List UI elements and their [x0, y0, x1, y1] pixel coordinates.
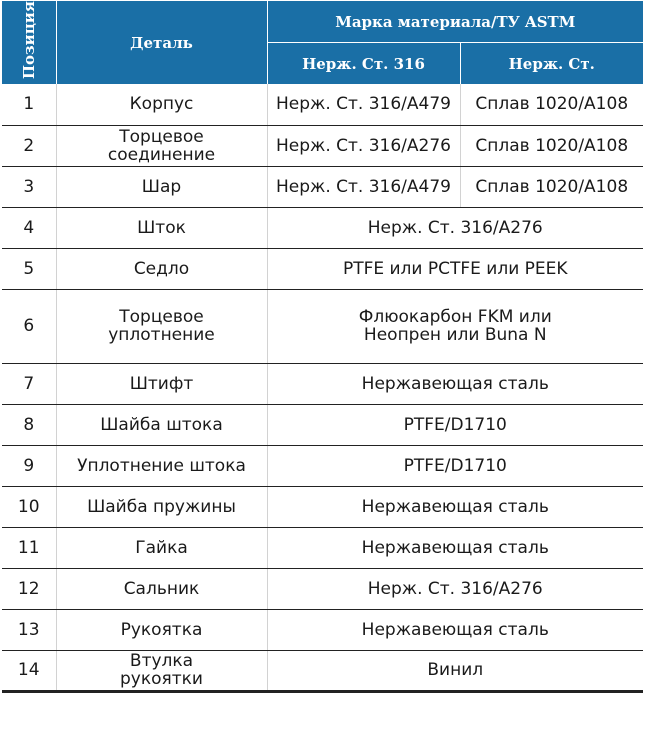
position-column-header — [2, 1, 56, 84]
table-header — [2, 1, 643, 84]
position-cell: 3 — [2, 166, 56, 207]
material-cell: Сплав 1020/A108 — [460, 125, 643, 166]
part-cell: Шайба штока — [56, 404, 267, 445]
part-cell — [56, 650, 267, 691]
material-line: Неопрен или Buna N — [363, 325, 547, 345]
part-line: Втулка — [129, 651, 194, 671]
position-cell: 5 — [2, 248, 56, 289]
material-cell: Нержавеющая сталь — [267, 486, 643, 527]
position-cell: 7 — [2, 363, 56, 404]
part-cell: Уплотнение штока — [56, 445, 267, 486]
position-cell: 13 — [2, 609, 56, 650]
material-cell: Нерж. Ст. 316/A276 — [267, 207, 643, 248]
table-row — [2, 248, 643, 289]
table-row — [2, 527, 643, 568]
table-body — [2, 84, 643, 691]
table-row — [2, 363, 643, 404]
material-cell: Нерж. Ст. 316/A479 — [267, 166, 460, 207]
part-cell: Седло — [56, 248, 267, 289]
material-subheader-1: Нерж. Ст. 316 — [267, 43, 460, 85]
position-cell: 4 — [2, 207, 56, 248]
material-cell: Винил — [267, 650, 643, 691]
part-cell: Шток — [56, 207, 267, 248]
table-row — [2, 568, 643, 609]
position-cell: 1 — [2, 84, 56, 125]
material-subheader-2: Нерж. Ст. — [460, 43, 643, 85]
part-cell: Шар — [56, 166, 267, 207]
position-cell: 12 — [2, 568, 56, 609]
position-cell: 8 — [2, 404, 56, 445]
table-row — [2, 609, 643, 650]
position-cell: 10 — [2, 486, 56, 527]
part-line: Торцевое — [119, 126, 204, 147]
table-row — [2, 125, 643, 166]
part-cell: Рукоятка — [56, 609, 267, 650]
part-line: рукоятки — [120, 669, 203, 689]
part-column-header: Деталь — [56, 1, 267, 84]
position-cell: 2 — [2, 125, 56, 166]
table-row — [2, 84, 643, 125]
part-cell: Сальник — [56, 568, 267, 609]
part-line: соединение — [107, 144, 216, 165]
table-row — [2, 650, 643, 691]
material-cell: Сплав 1020/A108 — [460, 166, 643, 207]
material-cell: Сплав 1020/A108 — [460, 84, 643, 125]
part-line: уплотнение — [108, 325, 215, 345]
table-row — [2, 486, 643, 527]
table-row — [2, 166, 643, 207]
part-cell: Штифт — [56, 363, 267, 404]
position-cell: 6 — [2, 289, 56, 363]
material-cell: Нержавеющая сталь — [267, 527, 643, 568]
part-line: Торцевое — [119, 307, 204, 327]
part-cell: Шайба пружины — [56, 486, 267, 527]
materials-table — [2, 1, 643, 693]
position-cell: 14 — [2, 650, 56, 691]
part-cell — [56, 125, 267, 166]
material-cell: Нерж. Ст. 316/A276 — [267, 125, 460, 166]
table-row — [2, 404, 643, 445]
material-cell: PTFE или PCTFE или PEEK — [267, 248, 643, 289]
material-cell — [267, 289, 643, 363]
table-row — [2, 445, 643, 486]
part-cell: Корпус — [56, 84, 267, 125]
position-cell: 11 — [2, 527, 56, 568]
table-row — [2, 207, 643, 248]
material-cell: Нержавеющая сталь — [267, 363, 643, 404]
material-cell: Нерж. Ст. 316/A479 — [267, 84, 460, 125]
material-grade-header: Марка материала/ТУ ASTM — [267, 1, 643, 43]
material-line: Флюокарбон FKM или — [358, 307, 552, 327]
part-cell: Гайка — [56, 527, 267, 568]
material-cell: Нерж. Ст. 316/A276 — [267, 568, 643, 609]
material-cell: PTFE/D1710 — [267, 445, 643, 486]
material-cell: PTFE/D1710 — [267, 404, 643, 445]
position-cell: 9 — [2, 445, 56, 486]
part-cell — [56, 289, 267, 363]
material-cell: Нержавеющая сталь — [267, 609, 643, 650]
table-row — [2, 289, 643, 363]
position-header-label: Позиция — [19, 1, 38, 80]
